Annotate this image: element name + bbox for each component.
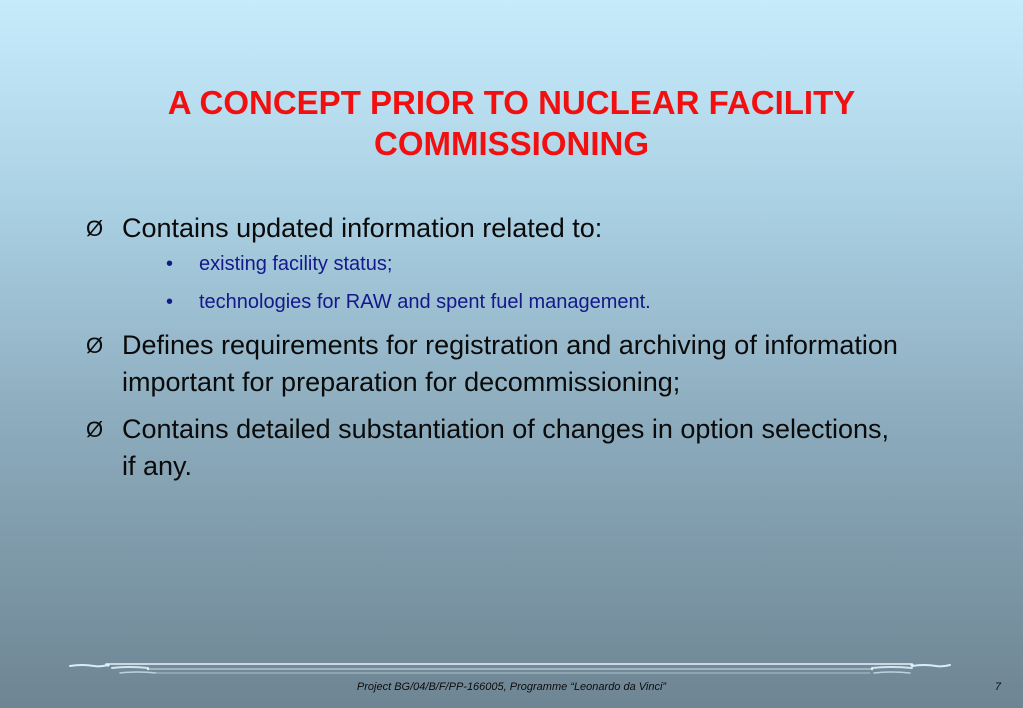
bullet-item <box>86 327 906 401</box>
dot-bullet-icon: • <box>166 253 174 275</box>
sub-bullet-text: technologies for RAW and spent fuel management. <box>199 291 651 313</box>
dot-bullet-icon: • <box>166 291 174 313</box>
footer-text: Project BG/04/B/F/PP-166005, Programme “Leonardo da Vinci” <box>356 681 667 693</box>
arrow-bullet-icon: Ø <box>86 216 104 241</box>
title-line-1: A CONCEPT PRIOR TO NUCLEAR FACILITY <box>167 84 856 121</box>
sub-bullet-item <box>122 251 906 277</box>
sub-bullet-list <box>122 251 906 315</box>
slide-title <box>60 82 963 164</box>
bullet-text: Defines requirements for registration and archiving of information important for preparation for decommissioning; <box>122 330 898 397</box>
title-line-2: COMMISSIONING <box>373 125 649 162</box>
arrow-bullet-icon: Ø <box>86 417 104 442</box>
page-number: 7 <box>994 681 1001 693</box>
bullet-text: Contains detailed substantiation of changes in option selections, if any. <box>122 414 890 481</box>
sub-bullet-text: existing facility status; <box>199 253 393 275</box>
bullet-item <box>86 411 906 485</box>
arrow-bullet-icon: Ø <box>86 333 104 358</box>
bullet-text: Contains updated information related to: <box>122 213 603 243</box>
bullet-item <box>86 210 906 315</box>
sub-bullet-item <box>122 289 906 315</box>
bullet-list <box>86 210 906 495</box>
